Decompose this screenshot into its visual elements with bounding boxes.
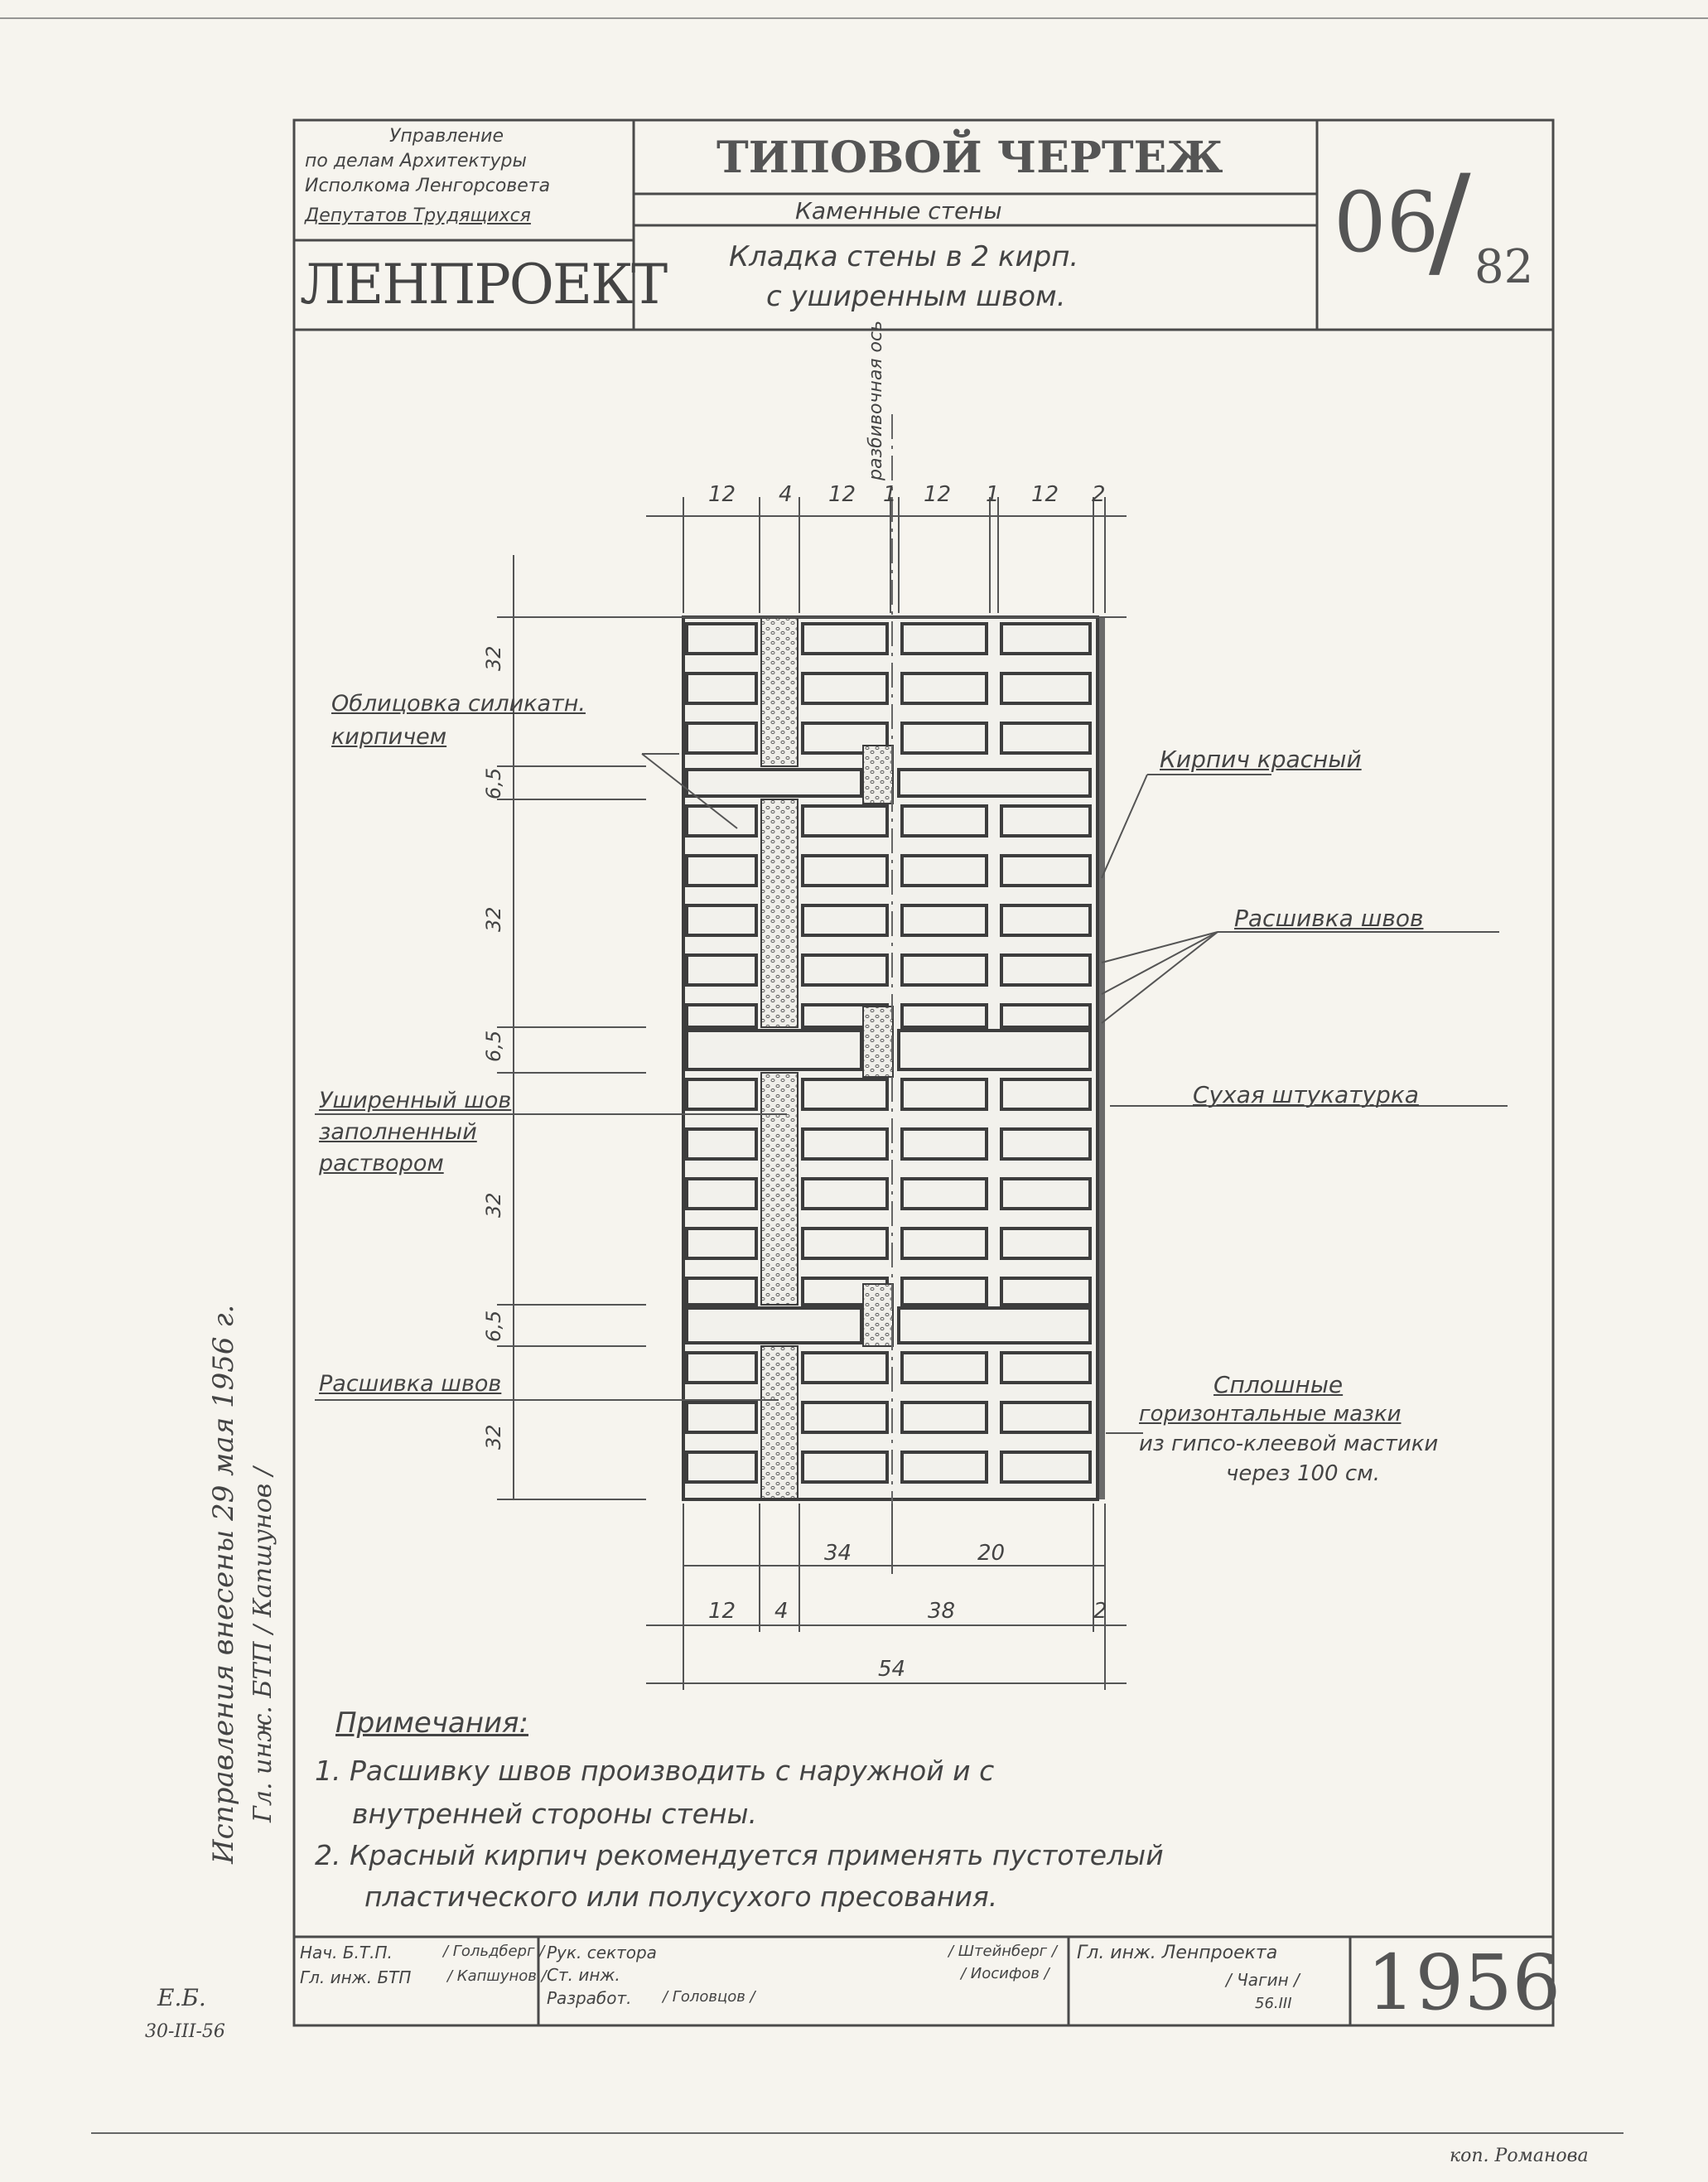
sig-col3-name1: / Чагин / <box>1226 1970 1300 1990</box>
axis-label: разбивочная ось <box>866 320 886 480</box>
wall-section <box>683 617 1105 1499</box>
widened-mortar-seam <box>761 1346 798 1499</box>
callout-facing: Облицовка силикатн. кирпичем <box>331 691 586 750</box>
dim-left-0: 32 <box>482 645 505 671</box>
sheet-number-slash: / <box>1429 149 1471 293</box>
dim-top-1: 4 <box>779 482 793 507</box>
dim-bottom-4: 4 <box>774 1599 789 1624</box>
notes-heading: Примечания: <box>335 1706 528 1740</box>
sig-col1-row1: Нач. Б.Т.П. <box>300 1943 393 1962</box>
dim-top-2: 12 <box>828 482 856 507</box>
sheet-number-top: 06 <box>1334 174 1440 271</box>
dim-bottom-12: 12 <box>708 1599 736 1624</box>
margin-note-line1: Исправления внесены 29 мая 1956 г. <box>207 1304 240 1864</box>
note2-line1: 2. Красный кирпич рекомендуется применять пустотелый <box>315 1839 1164 1871</box>
sig-col1-name1: / Гольдберг / <box>443 1943 545 1960</box>
dim-bottom-20: 20 <box>977 1541 1006 1566</box>
sig-col2-name2: / Иосифов / <box>961 1965 1049 1982</box>
sig-col2-row1: Рук. сектора <box>547 1943 657 1962</box>
dim-left-6: 32 <box>482 1424 505 1450</box>
dim-bottom-34: 34 <box>824 1541 852 1566</box>
org-line3: Исполкома Ленгорсовета <box>305 176 551 196</box>
note2-line2: пластического или полусухого пресования. <box>364 1880 998 1913</box>
top-dimension-chain <box>646 497 1127 617</box>
sig-col2-name1: / Штейнберг / <box>948 1943 1057 1960</box>
dim-bottom-2: 2 <box>1093 1599 1107 1624</box>
sig-col3-date: 56.III <box>1255 1995 1292 2012</box>
widened-mortar-seam <box>761 617 798 766</box>
dim-top-6: 12 <box>1031 482 1059 507</box>
callout-continuous-3: из гипсо-клеевой мастики <box>1139 1431 1439 1456</box>
sheet-number-bottom: 82 <box>1474 240 1534 294</box>
dim-bottom-total: 54 <box>878 1657 906 1682</box>
callout-red-brick: Кирпич красный <box>1160 746 1362 773</box>
widened-mortar-seam <box>761 1073 798 1305</box>
org-line4: Депутатов Трудящихся <box>305 205 531 226</box>
dim-left-5: 6,5 <box>482 1310 505 1342</box>
callout-continuous-4: через 100 см. <box>1226 1461 1381 1486</box>
dim-left-4: 32 <box>482 1192 505 1218</box>
margin-note-line2: Гл. инж. БТП / Капшунов / <box>248 1467 277 1822</box>
widened-mortar-seam <box>863 1007 893 1077</box>
org-line1: Управление <box>389 126 504 147</box>
sig-col3-row1: Гл. инж. Ленпроекта <box>1077 1943 1278 1963</box>
org-line2: по делам Архитектуры <box>305 151 527 171</box>
dim-top-7: 2 <box>1092 482 1106 507</box>
copy-note: коп. Романова <box>1450 2146 1589 2166</box>
margin-initials: Е.Б. <box>157 1984 206 2011</box>
year-stamp: 1956 <box>1367 1938 1561 2027</box>
callout-pointing-right: Расшивка швов <box>1234 905 1424 932</box>
callout-pointing-left: Расшивка швов <box>319 1371 502 1397</box>
subject-line2: с уширенным швом. <box>766 280 1066 313</box>
section-name: Каменные стены <box>795 197 1002 224</box>
doc-type: ТИПОВОЙ ЧЕРТЕЖ <box>716 133 1223 183</box>
dim-bottom-38: 38 <box>928 1599 956 1624</box>
widened-mortar-seam <box>761 799 798 1027</box>
sig-col2-row3: Разработ. <box>547 1988 632 2008</box>
dim-top-5: 1 <box>986 482 1000 507</box>
callout-widened-seam: Уширенный шов заполненный раствором <box>319 1088 512 1176</box>
subject-line1: Кладка стены в 2 кирп. <box>729 240 1079 273</box>
dim-top-3: 1 <box>883 482 897 507</box>
sig-col1-row2: Гл. инж. БТП <box>300 1967 412 1987</box>
dim-top-0: 12 <box>708 482 736 507</box>
dim-top-4: 12 <box>924 482 952 507</box>
dim-left-2: 32 <box>482 906 505 932</box>
callout-continuous-2: горизонтальные мазки <box>1139 1402 1402 1427</box>
dim-left-3: 6,5 <box>482 1030 505 1062</box>
dim-left-1: 6,5 <box>482 767 505 799</box>
widened-mortar-seam <box>863 746 893 804</box>
sig-col1-name2: / Капшунов / <box>447 1967 547 1985</box>
callout-dry-plaster: Сухая штукатурка <box>1193 1081 1419 1108</box>
sig-col2-name3: / Головцов / <box>663 1988 755 2006</box>
widened-mortar-seam <box>863 1284 893 1346</box>
margin-date: 30-III-56 <box>145 2021 225 2042</box>
sig-col2-row2: Ст. инж. <box>547 1965 620 1985</box>
note1-line2: внутренней стороны стены. <box>352 1798 758 1830</box>
org-name: ЛЕНПРОЕКТ <box>300 253 667 316</box>
note1-line1: 1. Расшивку швов производить с наружной и с <box>315 1755 995 1787</box>
callout-continuous-1: Сплошные <box>1213 1371 1344 1398</box>
